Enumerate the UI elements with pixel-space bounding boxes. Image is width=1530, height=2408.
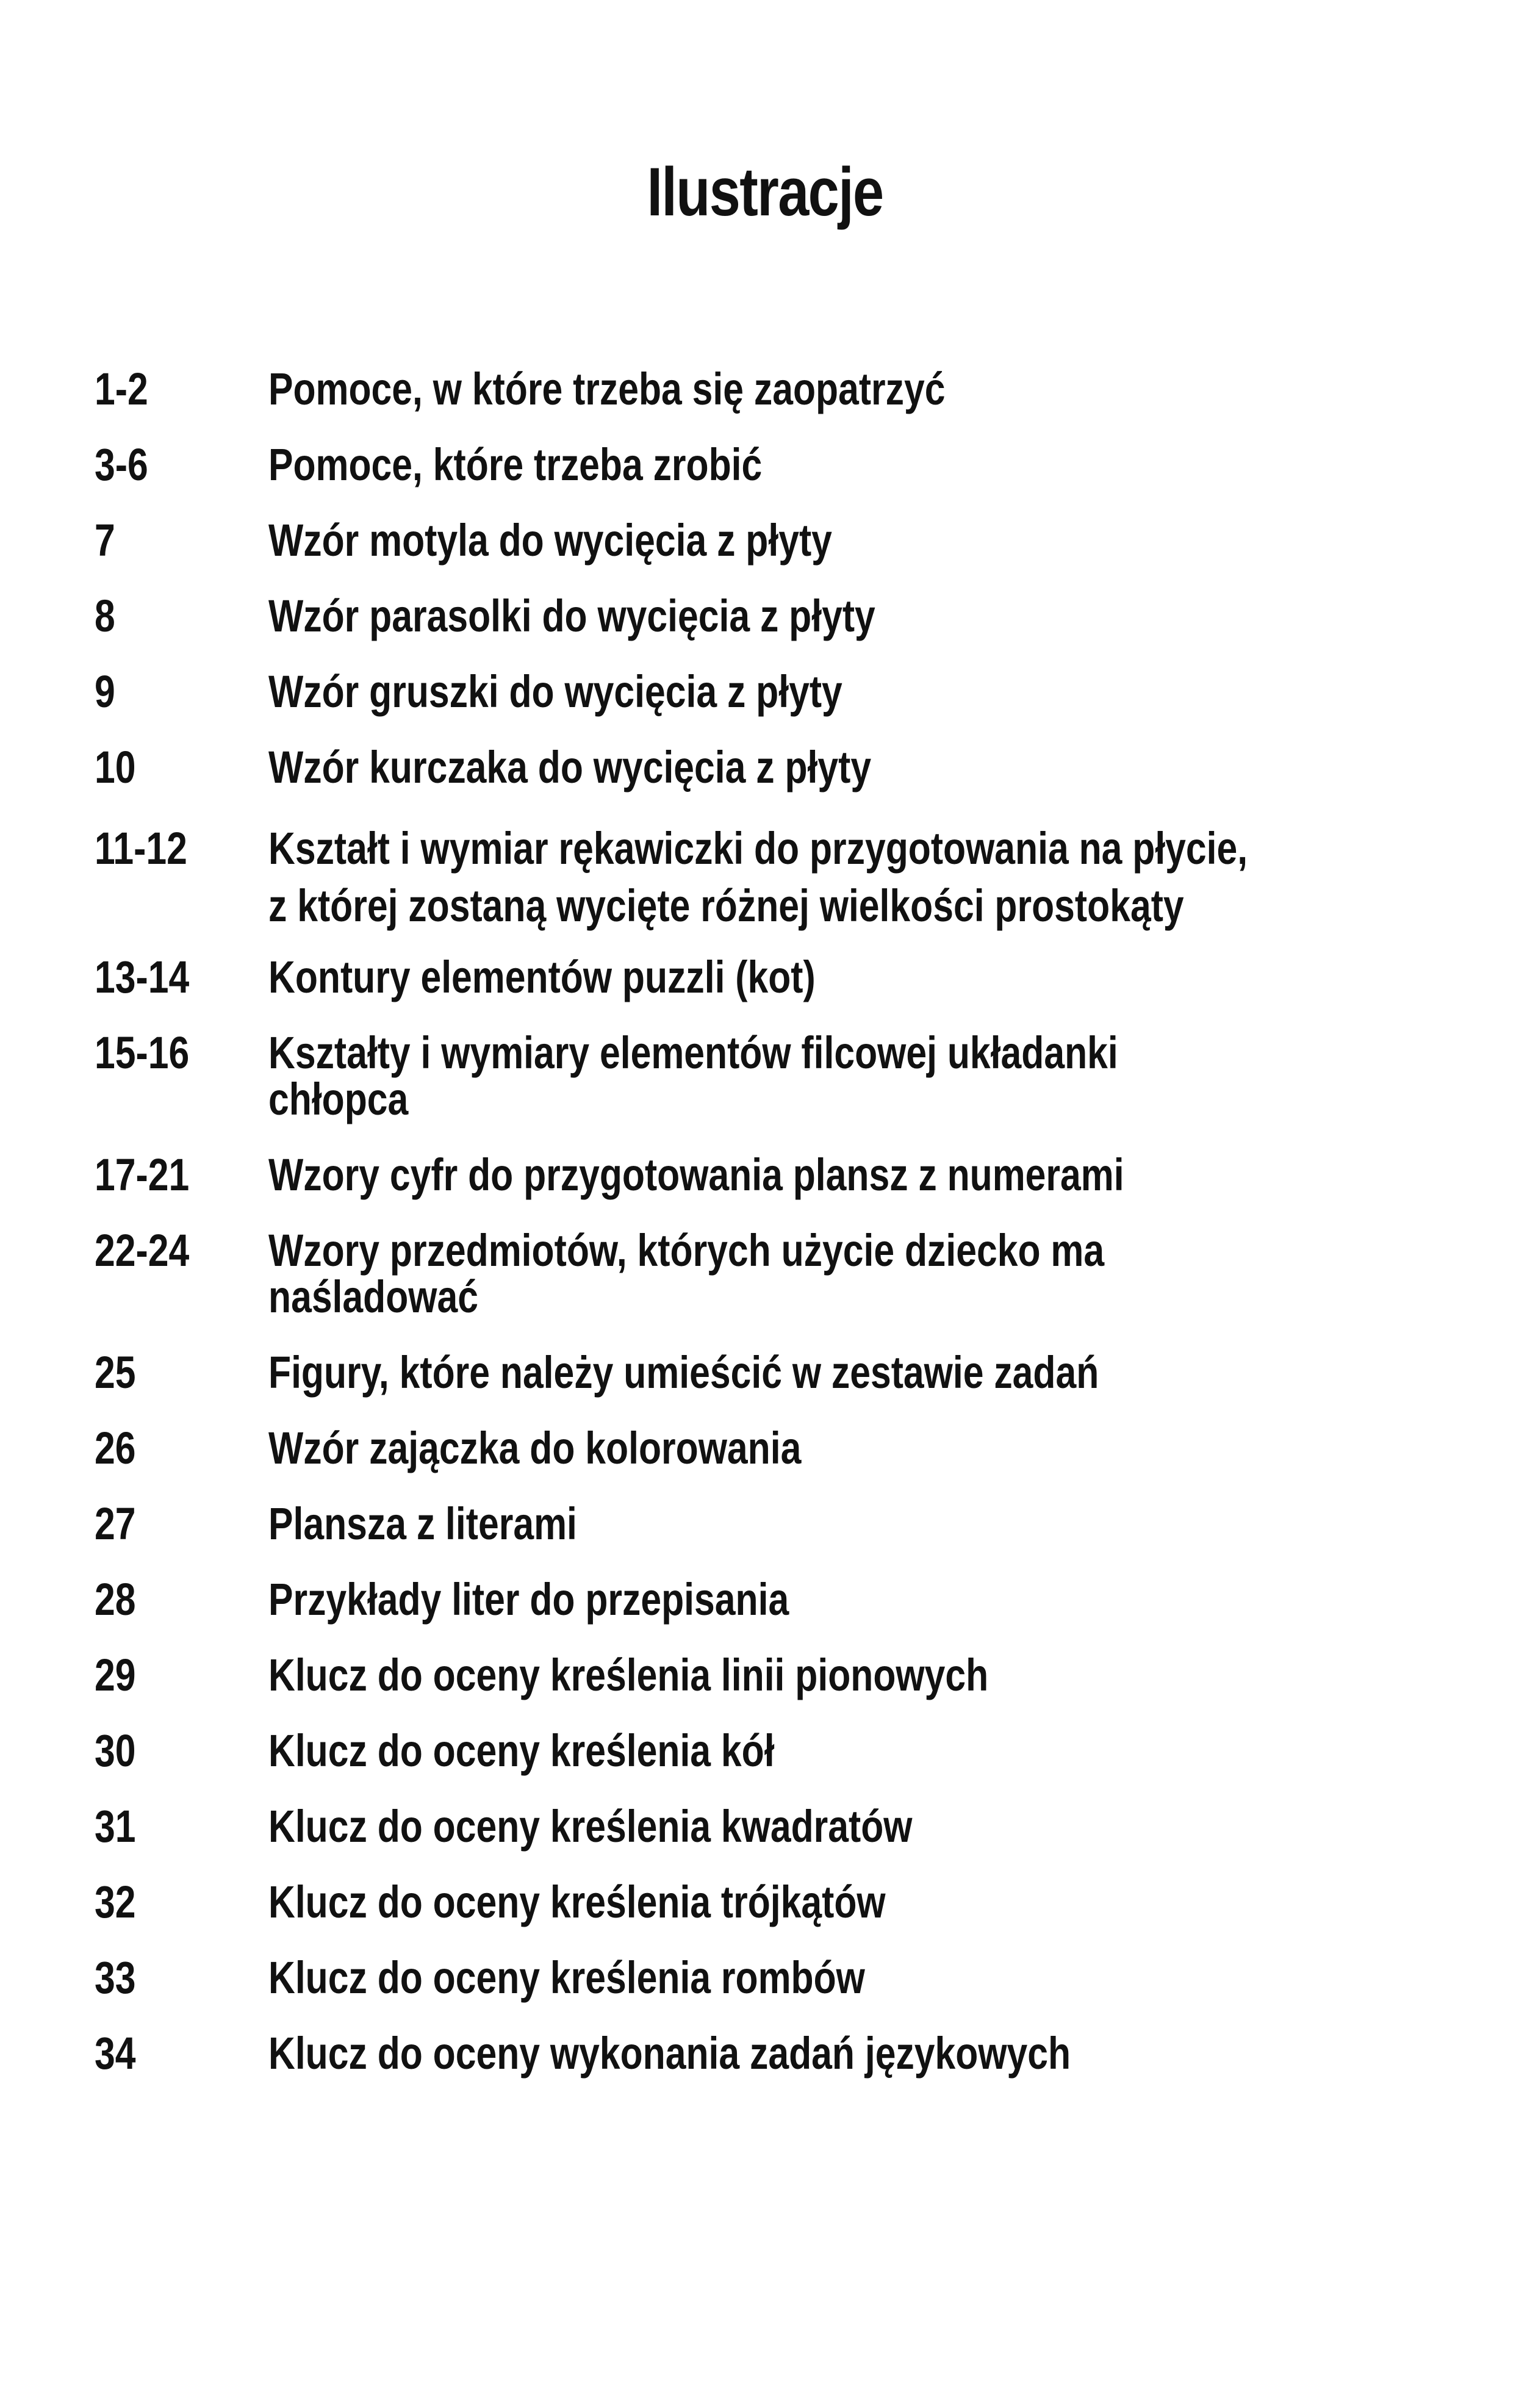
page-title: Ilustracje <box>647 154 883 231</box>
list-item <box>95 1347 1467 1398</box>
list-item <box>95 1652 1467 1698</box>
illustration-number: 27 <box>95 1498 136 1549</box>
illustration-description: Kształty i wymiary elementów filcowej układanki chłopca <box>268 1027 1118 1124</box>
illustration-number: 32 <box>95 1877 136 1927</box>
illustration-number: 31 <box>95 1801 136 1852</box>
illustration-number: 1-2 <box>95 364 148 414</box>
illustration-number: 3-6 <box>95 439 148 490</box>
illustration-number: 17-21 <box>95 1149 190 1200</box>
illustration-number: 34 <box>95 2028 136 2079</box>
illustration-number: 28 <box>95 1574 136 1625</box>
illustration-description: Wzory cyfr do przygotowania plansz z numerami <box>268 1149 1124 1200</box>
illustration-description: Klucz do oceny kreślenia kwadratów <box>268 1801 913 1852</box>
illustration-description: Wzory przedmiotów, których użycie dziecko ma naśladować <box>268 1225 1105 1322</box>
list-item <box>95 593 1467 639</box>
list-item <box>95 744 1467 791</box>
illustration-description: Wzór motyla do wycięcia z płyty <box>268 515 832 566</box>
list-item <box>95 1149 1467 1200</box>
illustration-description: Klucz do oceny wykonania zadań językowych <box>268 2028 1071 2079</box>
illustration-description: Kształt i wymiar rękawiczki do przygotowania na płycie, z której zostaną wycięte różnej wielkości prostokąty <box>268 823 1248 931</box>
list-item <box>95 1425 1467 1472</box>
list-item <box>95 666 1467 717</box>
list-item <box>95 1227 1467 1320</box>
list-item <box>95 1879 1467 1925</box>
illustration-number: 10 <box>95 742 136 792</box>
illustration-number: 30 <box>95 1725 136 1776</box>
list-item <box>95 954 1467 1001</box>
illustration-number: 8 <box>95 591 115 641</box>
illustration-description: Kontury elementów puzzli (kot) <box>268 952 816 1002</box>
list-item <box>95 1725 1467 1776</box>
illustration-number: 26 <box>95 1423 136 1473</box>
list-item <box>95 820 1467 935</box>
list-item <box>95 439 1467 490</box>
list-item <box>95 366 1467 412</box>
illustrations-list <box>95 366 1467 2106</box>
illustration-description: Wzór zajączka do kolorowania <box>268 1423 802 1473</box>
illustration-description: Figury, które należy umieścić w zestawie zadań <box>268 1347 1099 1398</box>
illustration-description: Pomoce, które trzeba zrobić <box>268 439 763 490</box>
illustration-description: Wzór gruszki do wycięcia z płyty <box>268 666 842 717</box>
illustration-number: 13-14 <box>95 952 190 1002</box>
illustration-number: 22-24 <box>95 1225 190 1276</box>
illustration-number: 15-16 <box>95 1027 190 1078</box>
illustration-number: 11-12 <box>95 823 187 874</box>
illustration-number: 7 <box>95 515 115 566</box>
illustration-description: Klucz do oceny kreślenia linii pionowych <box>268 1650 989 1700</box>
illustration-description: Pomoce, w które trzeba się zaopatrzyć <box>268 364 946 414</box>
illustration-number: 33 <box>95 1952 136 2003</box>
illustration-description: Wzór parasolki do wycięcia z płyty <box>268 591 875 641</box>
illustration-number: 9 <box>95 666 115 717</box>
illustration-number: 25 <box>95 1347 136 1398</box>
list-item <box>95 517 1467 564</box>
list-item <box>95 1027 1467 1124</box>
illustration-number: 29 <box>95 1650 136 1700</box>
illustration-description: Klucz do oceny kreślenia kół <box>268 1725 775 1776</box>
illustration-description: Wzór kurczaka do wycięcia z płyty <box>268 742 872 792</box>
list-item <box>95 1498 1467 1549</box>
illustration-description: Plansza z literami <box>268 1498 577 1549</box>
list-item <box>95 1952 1467 2003</box>
illustration-description: Przykłady liter do przepisania <box>268 1574 789 1625</box>
illustration-description: Klucz do oceny kreślenia trójkątów <box>268 1877 886 1927</box>
list-item <box>95 2030 1467 2077</box>
list-item <box>95 1803 1467 1850</box>
list-item <box>95 1576 1467 1623</box>
illustration-description: Klucz do oceny kreślenia rombów <box>268 1952 865 2003</box>
